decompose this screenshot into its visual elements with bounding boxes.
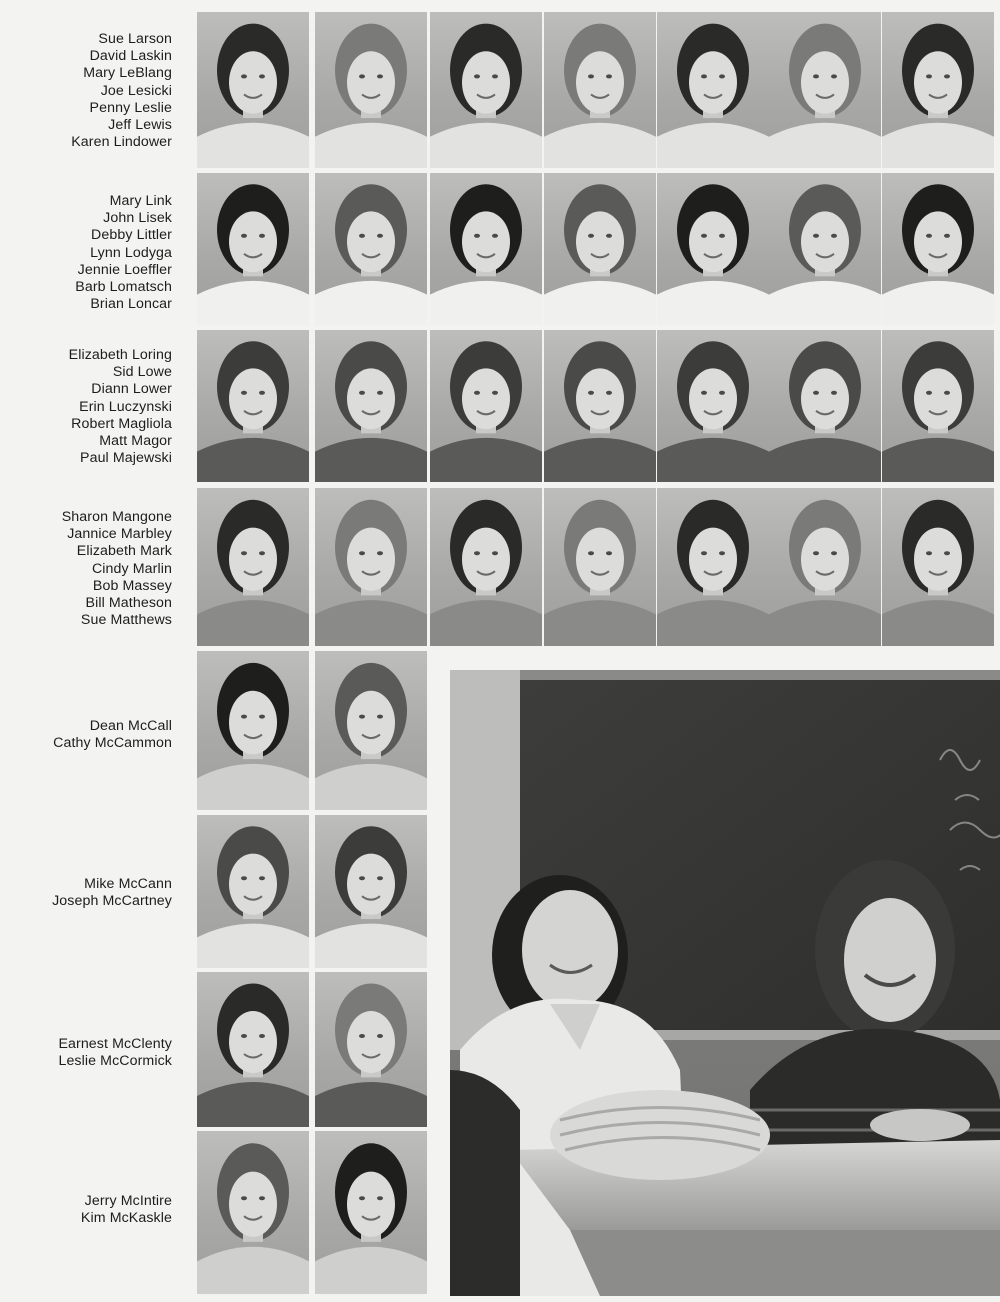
student-name: Karen Lindower xyxy=(71,134,172,151)
student-name: Sharon Mangone xyxy=(61,509,172,525)
student-name: Elizabeth Mark xyxy=(76,543,172,560)
student-portrait xyxy=(197,12,309,168)
student-name: Paul Majewski xyxy=(80,450,172,467)
student-portrait xyxy=(315,330,427,482)
student-name: Jennie Loeffler xyxy=(77,261,172,278)
student-portrait xyxy=(197,173,309,325)
student-portrait xyxy=(315,12,427,168)
name-list-row-6 xyxy=(0,876,172,910)
student-portrait xyxy=(882,330,994,482)
student-portrait xyxy=(315,488,427,646)
student-portrait xyxy=(769,330,881,482)
student-name: Bob Massey xyxy=(92,577,172,594)
student-portrait xyxy=(657,488,769,646)
student-name: Sid Lowe xyxy=(112,364,172,381)
student-portrait xyxy=(197,651,309,810)
student-portrait xyxy=(544,488,656,646)
student-name: Elizabeth Loring xyxy=(68,347,172,363)
student-portrait xyxy=(544,330,656,482)
student-name: Sue Larson xyxy=(98,31,172,47)
student-name: Jannice Marbley xyxy=(67,526,172,543)
student-portrait xyxy=(882,488,994,646)
name-list-row-1 xyxy=(0,31,172,151)
student-portrait xyxy=(197,1131,309,1294)
name-list-row-7 xyxy=(0,1036,172,1070)
student-portrait xyxy=(769,488,881,646)
name-list-row-4 xyxy=(0,509,172,629)
student-name: Dean McCall xyxy=(89,718,172,734)
name-list-row-8 xyxy=(0,1193,172,1227)
student-name: John Lisek xyxy=(103,210,172,227)
student-portrait xyxy=(769,12,881,168)
student-name: Sue Matthews xyxy=(80,612,172,629)
student-name: Erin Luczynski xyxy=(79,398,172,415)
student-name: Robert Magliola xyxy=(71,415,172,432)
student-name: Joe Lesicki xyxy=(100,82,172,99)
student-portrait xyxy=(882,173,994,325)
student-name: David Laskin xyxy=(89,48,172,65)
student-portrait xyxy=(430,12,542,168)
name-list-row-5 xyxy=(0,718,172,752)
student-name: Bill Matheson xyxy=(85,595,172,612)
student-name: Mary LeBlang xyxy=(83,65,172,82)
student-name: Joseph McCartney xyxy=(52,893,172,910)
student-portrait xyxy=(315,1131,427,1294)
student-portrait xyxy=(197,330,309,482)
student-portrait xyxy=(315,651,427,810)
student-portrait xyxy=(769,173,881,325)
student-name: Debby Littler xyxy=(91,227,172,244)
name-list-row-3 xyxy=(0,347,172,467)
student-portrait xyxy=(197,815,309,968)
student-name: Earnest McClenty xyxy=(58,1036,172,1052)
student-portrait xyxy=(657,330,769,482)
student-portrait xyxy=(882,12,994,168)
student-name: Matt Magor xyxy=(99,433,172,450)
student-name: Leslie McCormick xyxy=(58,1053,172,1070)
student-portrait xyxy=(197,488,309,646)
student-portrait xyxy=(430,173,542,325)
student-name: Cindy Marlin xyxy=(91,560,172,577)
student-portrait xyxy=(544,173,656,325)
student-portrait xyxy=(315,972,427,1127)
student-portrait xyxy=(544,12,656,168)
student-name: Brian Loncar xyxy=(90,296,172,313)
student-name: Kim McKaskle xyxy=(80,1210,172,1227)
student-name: Penny Leslie xyxy=(89,99,172,116)
student-name: Cathy McCammon xyxy=(53,735,172,752)
student-name: Mike McCann xyxy=(84,876,172,892)
student-name: Barb Lomatsch xyxy=(75,279,172,296)
student-portrait xyxy=(430,488,542,646)
student-name: Lynn Lodyga xyxy=(90,244,172,261)
student-portrait xyxy=(315,815,427,968)
student-portrait xyxy=(657,173,769,325)
student-portrait xyxy=(315,173,427,325)
student-name: Diann Lower xyxy=(91,381,172,398)
student-name: Mary Link xyxy=(109,193,172,209)
classroom-candid-photo xyxy=(450,670,1000,1296)
student-name: Jeff Lewis xyxy=(108,117,172,134)
student-portrait xyxy=(430,330,542,482)
student-portrait xyxy=(197,972,309,1127)
student-name: Jerry McIntire xyxy=(84,1193,172,1209)
name-list-row-2 xyxy=(0,193,172,313)
student-portrait xyxy=(657,12,769,168)
